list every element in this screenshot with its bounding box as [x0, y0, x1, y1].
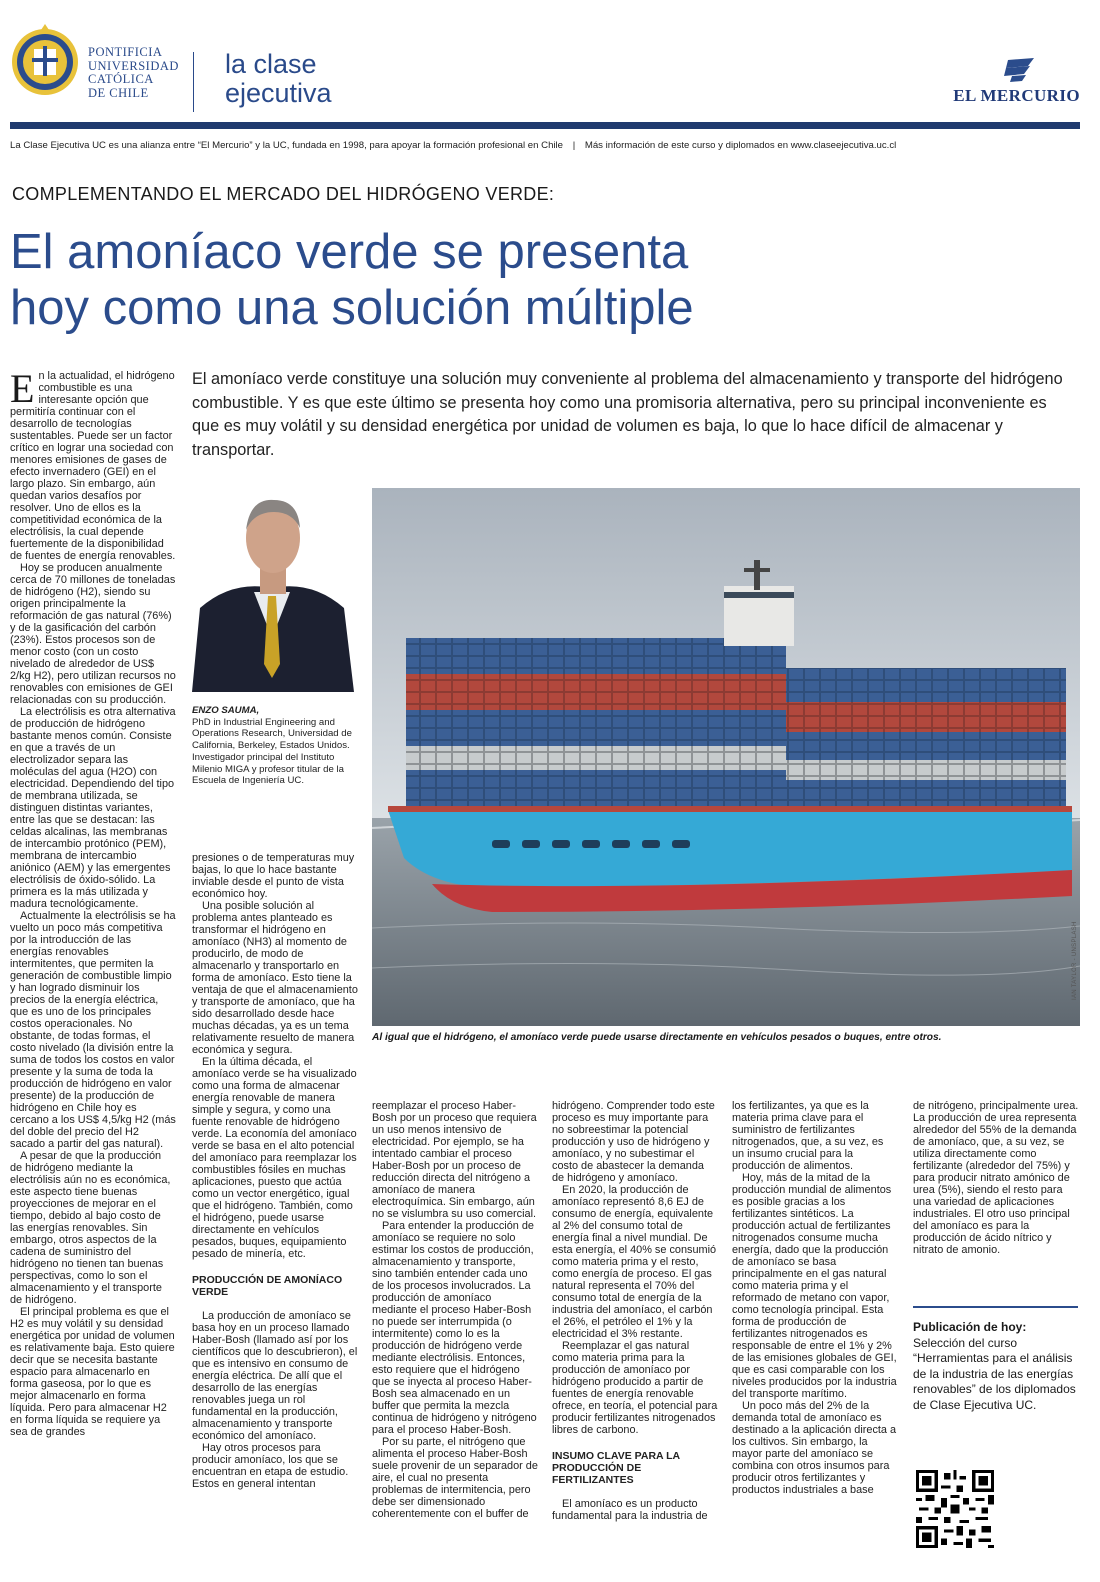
column-1 [10, 366, 176, 1438]
paragraph: Un poco más del 2% de la demanda total de amoníaco es destinado a la aplicación directa a los cultivos. Sin embargo, la mayor parte del amoníaco se combina con otros insumos para producir otros fertilizantes y productos industriales a base [732, 1400, 897, 1496]
paragraph: En la última década, el amoníaco verde se ha visualizado como una forma de almacenar energía renovable de manera simple y segura, y como una fuente renovable de hidrógeno verde. La economía del amoníaco verde se basa en el alto potencial del amoníaco para reemplazar los combustibles fósiles en muchas aplicaciones, puesto que actúa como un vector energético, igual que el hidrógeno. También, como el hidrógeno, puede usarse directamente en vehículos pesados, buques, equipamiento pesado de minería, etc. [192, 1056, 357, 1260]
author-portrait-image [192, 488, 354, 692]
sidebar-rule [913, 1306, 1078, 1308]
paragraph: reemplazar el proceso Haber-Bosh por un proceso que requiera un uso menos intensivo de electricidad. Por ejemplo, se ha intentado cambiar el proceso Haber-Bosh por un proceso de reducción directa del nitrógeno a amoníaco de manera electroquímica. Sin embargo, aún no se vislumbra su uso comercial. [372, 1100, 537, 1220]
author-bio: PhD in Industrial Engineering and Operations Research, Universidad de California, Berkeley, Estados Unidos. Investigador principal del Instituto Milenio MIGA y profesor titular de la Escuela de Ingeniería UC. [192, 716, 352, 787]
column-6 [913, 1100, 1079, 1256]
author-name: ENZO SAUMA, [192, 705, 260, 716]
paragraph: presiones o de temperaturas muy bajas, lo que lo hace bastante inviable desde el punto de vista económico hoy. [192, 852, 355, 900]
paragraph: Hay otros procesos para producir amoníaco, los que se encuentran en etapa de estudio. Estos en general intentan [192, 1442, 349, 1490]
column-3 [372, 1100, 538, 1520]
photo-caption: Al igual que el hidrógeno, el amoníaco verde puede usarse directamente en vehículos pesados o buques, entre otros. [372, 1032, 942, 1043]
uc-name-line: CATÓLICA [88, 72, 154, 86]
section-title-line1: la clase [225, 49, 317, 79]
masthead-divider [193, 52, 194, 112]
qr-code-icon[interactable] [916, 1470, 994, 1548]
subheading: INSUMO CLAVE PARA LA PRODUCCIÓN DE FERTILIZANTES [552, 1450, 680, 1486]
paragraph: Actualmente la electrólisis se ha vuelto un poco más competitiva por la introducción de las energías renovables intermitentes, que permiten la generación de combustible limpio y han logrado disminuir los precios de la energía eléctrica, que es uno de los principales costos operacionales. No obstante, de todas formas, el costo nivelado (la división entre la suma de todos los costos en valor presente y la suma de toda la producción de hidrógeno en valor presente) de la producción de hidrógeno en Chile hoy es cercano a los US$ 4,5/kg H2 (más del doble del precio del H2 sacado a partir del gas natural). [10, 910, 176, 1150]
uc-name [88, 46, 188, 100]
section-title [225, 50, 332, 108]
paragraph: El amoníaco es un producto fundamental para la industria de [552, 1498, 708, 1522]
headline-line2: hoy como una solución múltiple [10, 281, 694, 335]
paragraph: Por su parte, el nitrógeno que alimenta el proceso Haber-Bosh suele provenir de un separador de aire, el cual no presenta problemas de intermitencia, pero debe ser dimensionado coherentemente con el buffer de [372, 1436, 538, 1520]
dropcap: E [10, 366, 35, 411]
column-5 [732, 1100, 898, 1496]
lead-paragraph: El amoníaco verde constituye una solución muy conveniente al problema del almacenamiento y transporte del hidrógeno combustible. Y es que este último se presenta hoy como una promisoria alternativa, pero su principal inconveniente es que es muy volátil y su densidad energética por unidad de volumen es baja, lo que lo hace difícil de almacenar y transportar. [192, 370, 1063, 459]
paragraph: Reemplazar el gas natural como materia prima para la producción de amoníaco por hidrógeno producido a partir de fuentes de energía renovable ofrece, en teoría, el potencial para producir fertilizantes nitrogenados libres de carbono. [552, 1340, 718, 1436]
column-4 [552, 1100, 718, 1522]
masthead-bar [10, 122, 1080, 129]
info-left: La Clase Ejecutiva UC es una alianza entre “El Mercurio” y la UC, fundada en 1998, para apoyar la formación profesional en Chile [10, 140, 564, 151]
paragraph: En 2020, la producción de amoníaco representó 8,6 EJ de consumo de energía, equivalente al 2% del consumo total de energía final a nivel mundial. De esta energía, el 40% se consumió como materia prima y el resto, como energía de proceso. El gas natural representa el 70% del consumo total de energía de la industria del amoníaco, el carbón el 26%, el petróleo el 1% y la electricidad el 3% restante. [552, 1184, 717, 1340]
publication-text: Selección del curso “Herramientas para el análisis de la industria de las energías renovables” de los diplomados de Clase Ejecutiva UC. [913, 1335, 1076, 1412]
paragraph: A pesar de que la producción de hidrógeno mediante la electrólisis aún no es económica, este aspecto tiene buenas proyecciones de mejorar en el tiempo, debido al bajo costo de las energías renovables. Sin embargo, otros aspectos de la cadena de suministro del hidrógeno no tienen tan buenas perspectivas, como lo son el almacenamiento y el transporte de hidrógeno. [10, 1150, 171, 1306]
paragraph: El principal problema es que el H2 es muy volátil y su densidad energética por unidad de volumen es relativamente baja. Esto quiere decir que se necesita bastante espacio para almacenarlo en forma gaseosa, por lo que es mejor almacenarlo en forma líquida. Pero para almacenar H2 en forma líquida se requiere ya sea de grandes [10, 1306, 175, 1438]
photo-credit: IAN TAYLOR - UNSPLASH [1072, 921, 1078, 1000]
paragraph: Hoy se producen anualmente cerca de 70 millones de toneladas de hidrógeno (H2), siendo su origen principalmente la reformación de gas natural (76%) y de la gasificación del carbón (23%). Estos procesos son de menor costo (con un costo nivelado de alrededor de US$ 2/kg H2), pero utilizan recursos no renovables con emisiones de GEI relacionadas con su producción. [10, 562, 176, 706]
paragraph: La electrólisis es otra alternativa de producción de hidrógeno bastante menos común. Consiste en que a través de un electrolizador separa las moléculas del agua (H2O) con electricidad. Dependiendo del tipo de membrana utilizada, se distinguen distintas variantes, entre las que se destacan: las celdas alcalinas, las membranas de intercambio protónico (PEM), membrana de intercambio aniónico (AEM) y las emergentes electrólisis de óxido-sólido. La primera es la más utilizada y madura tecnológicamente. [10, 706, 176, 910]
paragraph: Una posible solución al problema antes planteado es transformar el hidrógeno en amoníaco (NH3) al momento de producirlo, de modo de almacenarlo y transportarlo en forma de amoníaco. Esto tiene la ventaja de que el almacenamiento y transporte de amoníaco, que ha sido desarrollado desde hace muchas décadas, ya es un tema relativamente resuelto de manera económica y segura. [192, 900, 358, 1056]
uc-name-line: PONTIFICIA [88, 45, 163, 59]
paragraph: La producción de amoníaco se basa hoy en un proceso llamado Haber-Bosh (llamado así por los científicos que lo descubrieron), el que es intensivo en consumo de energía eléctrica. De allí que el desarrollo de las energías renovables juega un rol fundamental en la producción, almacenamiento y transporte económico del amoníaco. [192, 1310, 358, 1442]
subheading: PRODUCCIÓN DE AMONÍACO VERDE [192, 1274, 343, 1298]
author-caption [192, 705, 352, 787]
section-title-line2: ejecutiva [225, 78, 332, 108]
uc-seal-logo [10, 16, 80, 108]
info-right[interactable]: Más información de este curso y diplomados en www.claseejecutiva.uc.cl [584, 140, 897, 151]
uc-name-line: UNIVERSIDAD [88, 58, 179, 73]
paragraph [10, 366, 176, 562]
paragraph: Para entender la producción de amoníaco se requiere no solo estimar los costos de producción, almacenamiento y transporte, sino también entender cada uno de los procesos involucrados. La producción de amoníaco mediante el proceso Haber-Bosh no puede ser interrumpida (o intermitente) como lo es la producción de hidrógeno verde mediante electrólisis. Entonces, esto requiere que el hidrógeno que se inyecta al proceso Haber-Bosh sea almacenado en un buffer que permita la mezcla continua de hidrógeno y nitrógeno para el proceso Haber-Bosh. [372, 1220, 537, 1436]
masthead [10, 12, 1090, 120]
paragraph: Hoy, más de la mitad de la producción mundial de alimentos es posible gracias a los fertilizantes sintéticos. La producción actual de fertilizantes nitrogenados consume mucha energía, dado que la producción de amoníaco se basa principalmente en el gas natural como materia prima y el reformado de metano con vapor, como tecnología principal. Esta forma de producción de fertilizantes nitrogenados es responsable de entre el 1% y 2% de las emisiones globales de GEI, que es casi comparable con los niveles producidos por la industria del transporte marítimo. [732, 1172, 897, 1400]
headline-line1: El amoníaco verde se presenta [10, 225, 689, 279]
paragraph: de nitrógeno, principalmente urea. La producción de urea representa alrededor del 55% de la demanda de amoníaco, que, a su vez, se utiliza directamente como fertilizante (alrededor del 75%) y para producir nitrato amónico de urea (5%), siendo el resto para una variedad de aplicaciones industriales. El otro uso principal del amoníaco es para la producción de ácido nítrico y nitrato de amonio. [913, 1100, 1079, 1256]
cargo-ship-image [372, 488, 1080, 1026]
paragraph-text: n la actualidad, el hidrógeno combustible es una interesante opción que permitiría continuar con el desarrollo de tecnologías sustentables. Puede ser un factor crítico en lograr una sociedad con menores emisiones de gases de efecto invernadero (GEI) en el largo plazo. Sin embargo, aún quedan varios desafíos por resolver. Uno de ellos es la competitividad económica de la electrólisis, la cual depende fuertemente de la disponibilidad de fuentes de energía renovables. [10, 370, 176, 562]
cargo-ship-photo [372, 488, 1080, 1026]
author-photo [192, 488, 354, 692]
headline [10, 224, 1070, 336]
publication-box [913, 1320, 1078, 1413]
kicker: COMPLEMENTANDO EL MERCADO DEL HIDRÓGENO VERDE: [12, 184, 555, 204]
column-2 [192, 852, 358, 1490]
publication-title: Publicación de hoy: [913, 1320, 1027, 1334]
paragraph: hidrógeno. Comprender todo este proceso es muy importante para no sobreestimar la potencial producción y uso de hidrógeno y amoníaco, y no subestimar el costo de abastecer la demanda de hidrógeno y amoníaco. [552, 1100, 715, 1184]
uc-name-line: DE CHILE [88, 85, 149, 100]
info-line [10, 140, 1080, 151]
info-separator: | [572, 140, 576, 151]
paragraph: los fertilizantes, ya que es la materia prima clave para el suministro de fertilizantes nitrogenados, que, a su vez, es un insumo crucial para la producción de alimentos. [732, 1100, 884, 1172]
newspaper-name: EL MERCURIO [953, 86, 1080, 105]
